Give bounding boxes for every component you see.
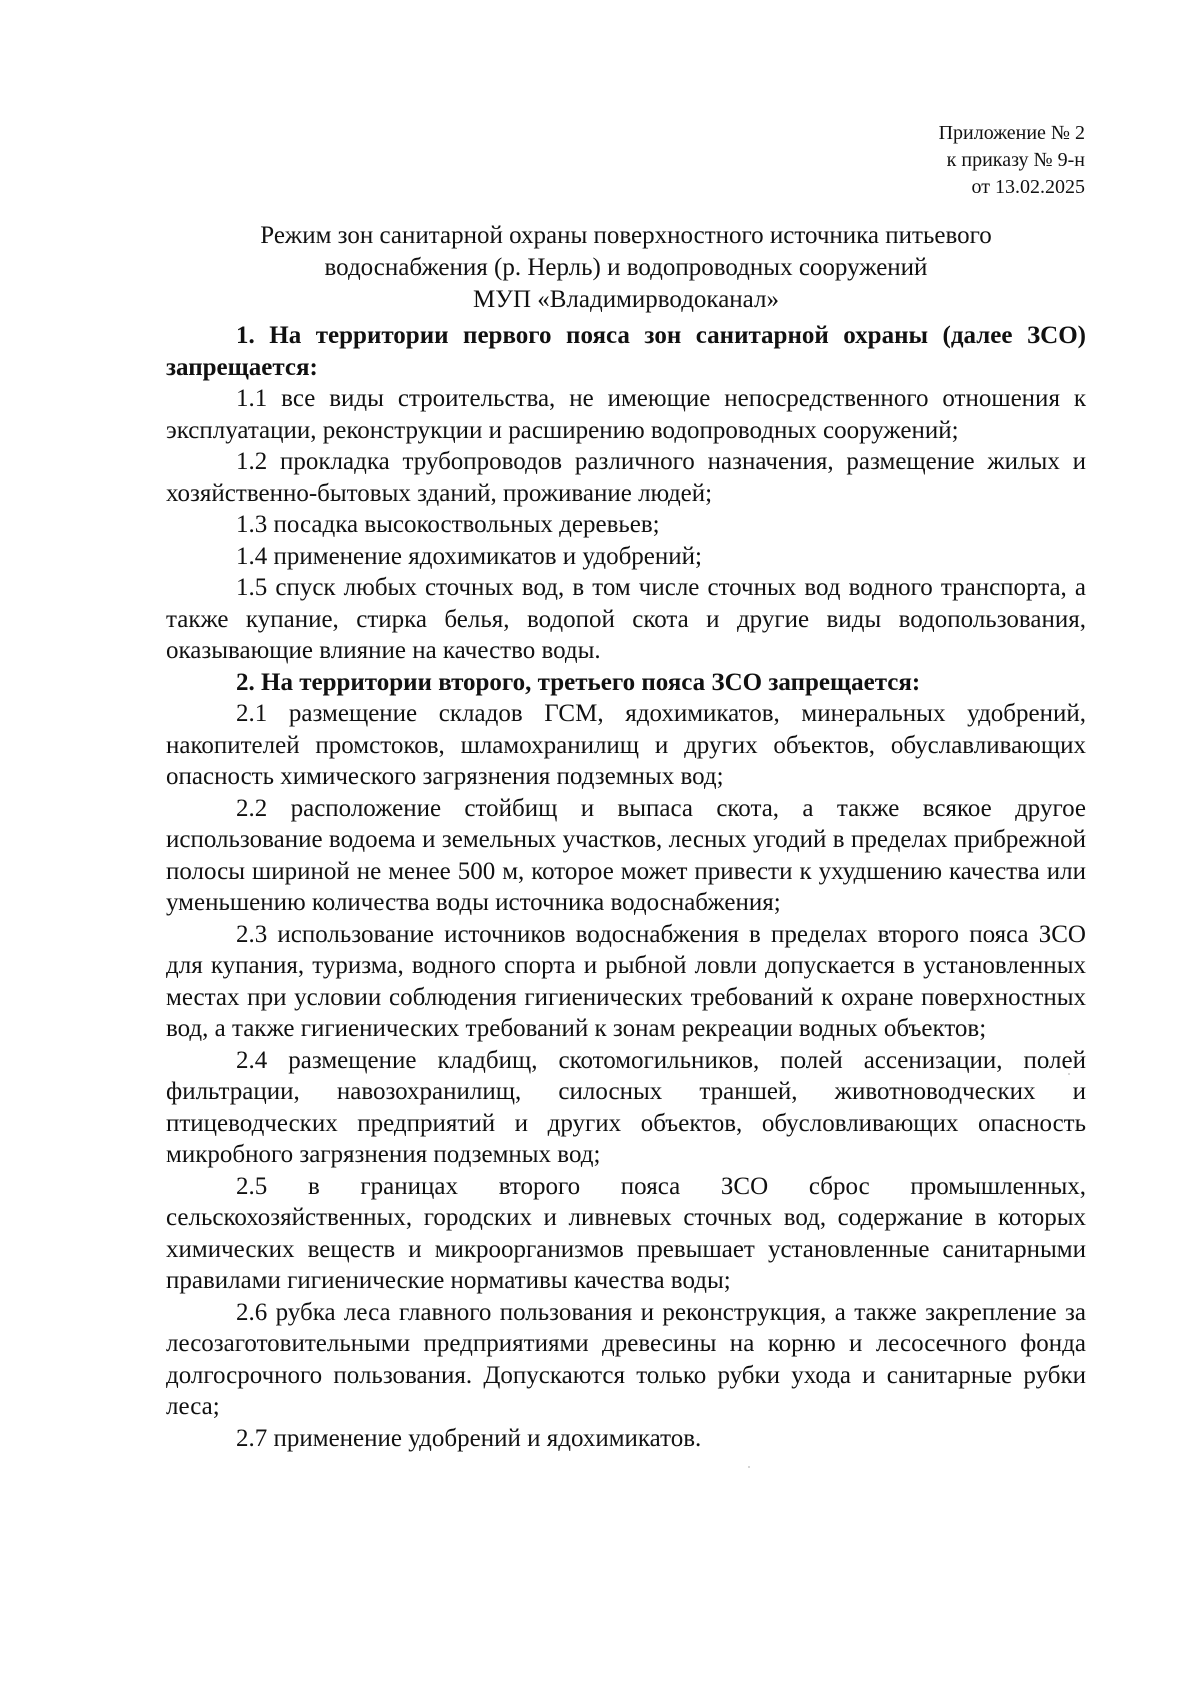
paragraph-2-2: 2.2 расположение стойбищ и выпаса скота, а также всякое другое использование водоема и земельных участков, лесных угодий в пределах прибрежной полосы шириной не менее 500 м, которое может привести к ухудшению качества или уменьшению количества воды источника водоснабжения; xyxy=(166,794,1086,916)
appendix-number: Приложение № 2 xyxy=(938,122,1085,144)
title-line-2: водоснабжения (р. Нерль) и водопроводных сооружений xyxy=(324,254,928,281)
paragraph-1-3: 1.3 посадка высокоствольных деревьев; xyxy=(236,511,660,538)
document-body xyxy=(166,320,1086,1454)
appendix-reference xyxy=(785,120,1085,201)
paragraph-2-5: 2.5 в границах второго пояса ЗСО сброс промышленных, сельскохозяйственных, городских и ливневых сточных вод, содержание в которых химических веществ и микроорганизмов превышает установленные санитарными правилами гигиенические нормативы качества воды; xyxy=(166,1172,1086,1294)
paragraph-2-3: 2.3 использование источников водоснабжения в пределах второго пояса ЗСО для купания, туризма, водного спорта и рыбной ловли допускается в установленных местах при условии соблюдения гигиенических требований к охране поверхностных вод, а также гигиенических требований к зонам рекреации водных объектов; xyxy=(166,920,1086,1042)
paragraph-2-6: 2.6 рубка леса главного пользования и реконструкция, а также закрепление за лесозаготовительными предприятиями древесины на корню и лесосечного фонда долгосрочного пользования. Допускаются только рубки ухода и санитарные рубки леса; xyxy=(166,1298,1086,1420)
section-1-heading: 1. На территории первого пояса зон санитарной охраны (далее ЗСО) запрещается: xyxy=(166,322,1086,381)
document-title xyxy=(166,220,1086,316)
title-line-3: МУП «Владимирводоканал» xyxy=(473,286,779,313)
title-line-1: Режим зон санитарной охраны поверхностного источника питьевого xyxy=(260,222,992,249)
order-number: к приказу № 9-н xyxy=(946,149,1085,171)
scan-speck xyxy=(748,1466,750,1468)
paragraph-2-7: 2.7 применение удобрений и ядохимикатов. xyxy=(236,1424,702,1452)
paragraph-1-2: 1.2 прокладка трубопроводов различного назначения, размещение жилых и хозяйственно-бытовых зданий, проживание людей; xyxy=(166,448,1086,507)
paragraph-1-4: 1.4 применение ядохимикатов и удобрений; xyxy=(236,542,702,570)
paragraph-1-5: 1.5 спуск любых сточных вод, в том числе сточных вод водного транспорта, а также купание, стирка белья, водопой скота и другие виды водопользования, оказывающие влияние на качество воды. xyxy=(166,574,1086,664)
scan-speck xyxy=(1068,1073,1070,1075)
paragraph-1-1: 1.1 все виды строительства, не имеющие непосредственного отношения к эксплуатации, реконструкции и расширению водопроводных сооружений; xyxy=(166,385,1086,444)
order-date: от 13.02.2025 xyxy=(971,176,1085,198)
section-2-heading: 2. На территории второго, третьего пояса ЗСО запрещается: xyxy=(236,668,921,696)
paragraph-2-1: 2.1 размещение складов ГСМ, ядохимикатов, минеральных удобрений, накопителей промстоков, шламохранилищ и других объектов, обуславливающих опасность химического загрязнения подземных вод; xyxy=(166,700,1086,790)
paragraph-2-4: 2.4 размещение кладбищ, скотомогильников, полей ассенизации, полей фильтрации, навозохранилищ, силосных траншей, животноводческих и птицеводческих предприятий и других объектов, обусловливающих опасность микробного загрязнения подземных вод; xyxy=(166,1046,1086,1168)
